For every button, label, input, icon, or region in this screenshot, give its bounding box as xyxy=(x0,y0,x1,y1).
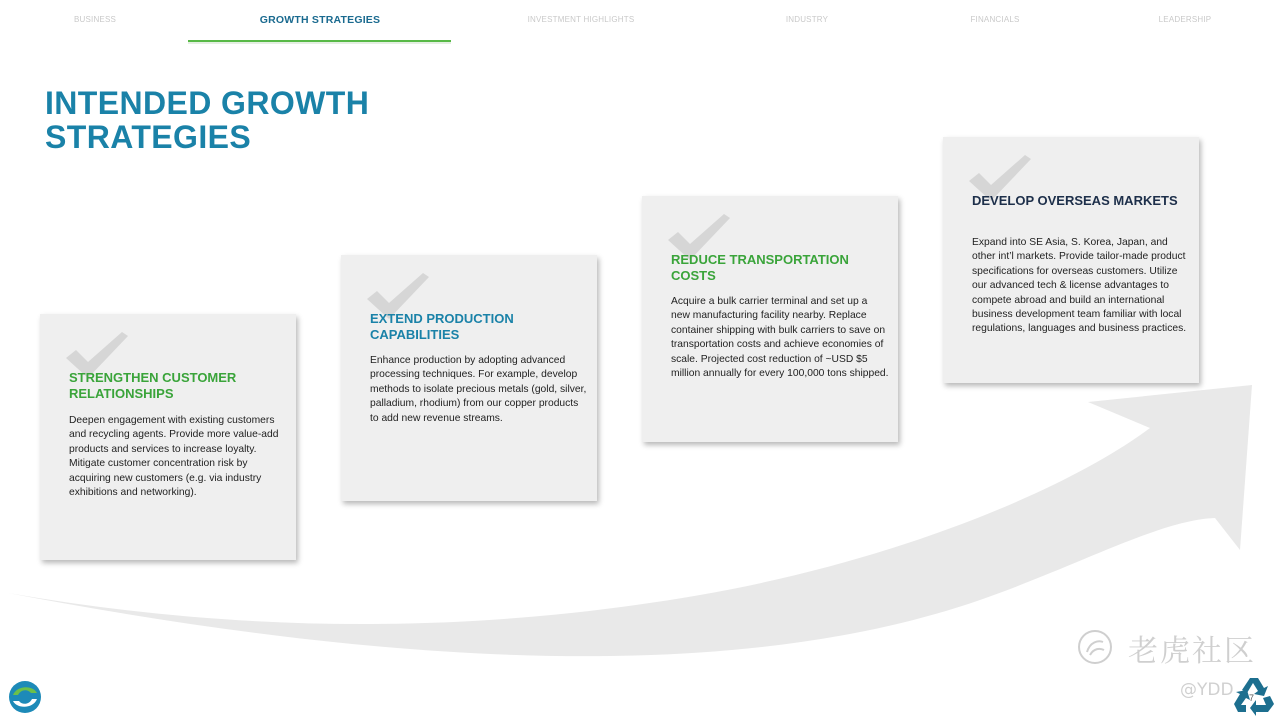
tab-financials[interactable]: FINANCIALS xyxy=(970,15,1020,24)
card-body: Deepen engagement with existing customers and recycling agents. Provide more value-add products and services to increase loyalty. Mitigate customer concentration risk by acquiring new customers (e.g. via industry exhibitions and networking). xyxy=(69,415,279,499)
page-number: 7 xyxy=(1249,693,1255,703)
card-body: Enhance production by adopting advanced processing techniques. For example, develop methods to isolate precious metals (gold, silver, palladium, rhodium) from our copper products to add new revenue streams. xyxy=(370,355,587,424)
strategy-card-overseas-markets xyxy=(943,137,1199,383)
card-title: DEVELOP OVERSEAS MARKETS xyxy=(972,193,1178,208)
tab-investment-highlights[interactable]: INVESTMENT HIGHLIGHTS xyxy=(527,15,635,24)
active-tab-shadow xyxy=(188,42,451,44)
tab-business[interactable]: BUSINESS xyxy=(73,15,117,24)
strategy-card-transportation-costs xyxy=(642,196,898,442)
tab-growth-strategies[interactable]: GROWTH STRATEGIES xyxy=(259,14,381,26)
active-tab-indicator xyxy=(188,40,451,42)
tab-industry[interactable]: INDUSTRY xyxy=(785,15,829,24)
tab-leadership[interactable]: LEADERSHIP xyxy=(1158,15,1212,24)
strategy-card-customer-relationships xyxy=(40,314,296,560)
tiger-community-logo xyxy=(1076,628,1114,666)
watermark-user-text: @YDD xyxy=(1180,680,1234,700)
watermark-brand-text: 老虎社区 xyxy=(1128,634,1256,669)
card-title: EXTEND PRODUCTION CAPABILITIES xyxy=(370,311,514,342)
card-body: Expand into SE Asia, S. Korea, Japan, and other int’l markets. Provide tailor-made product specifications for overseas customers. Utilize our advanced tech & license advantages to compete abroad and build an international business development team familiar with local regulations, languages and business practices. xyxy=(972,237,1187,335)
page-title: INTENDED GROWTH STRATEGIES xyxy=(45,85,370,155)
strategy-card-production-capabilities xyxy=(341,255,597,501)
card-title: STRENGTHEN CUSTOMER RELATIONSHIPS xyxy=(69,370,237,401)
top-navigation xyxy=(0,0,1280,44)
card-title: REDUCE TRANSPORTATION COSTS xyxy=(671,252,849,283)
company-logo xyxy=(7,679,43,715)
card-body: Acquire a bulk carrier terminal and set up a new manufacturing facility nearby. Replace container shipping with bulk carriers to save on transportation costs and achieve economies of scale. Projected cost reduction of ~USD $5 million annually for every 100,000 tons shipped. xyxy=(671,296,889,380)
